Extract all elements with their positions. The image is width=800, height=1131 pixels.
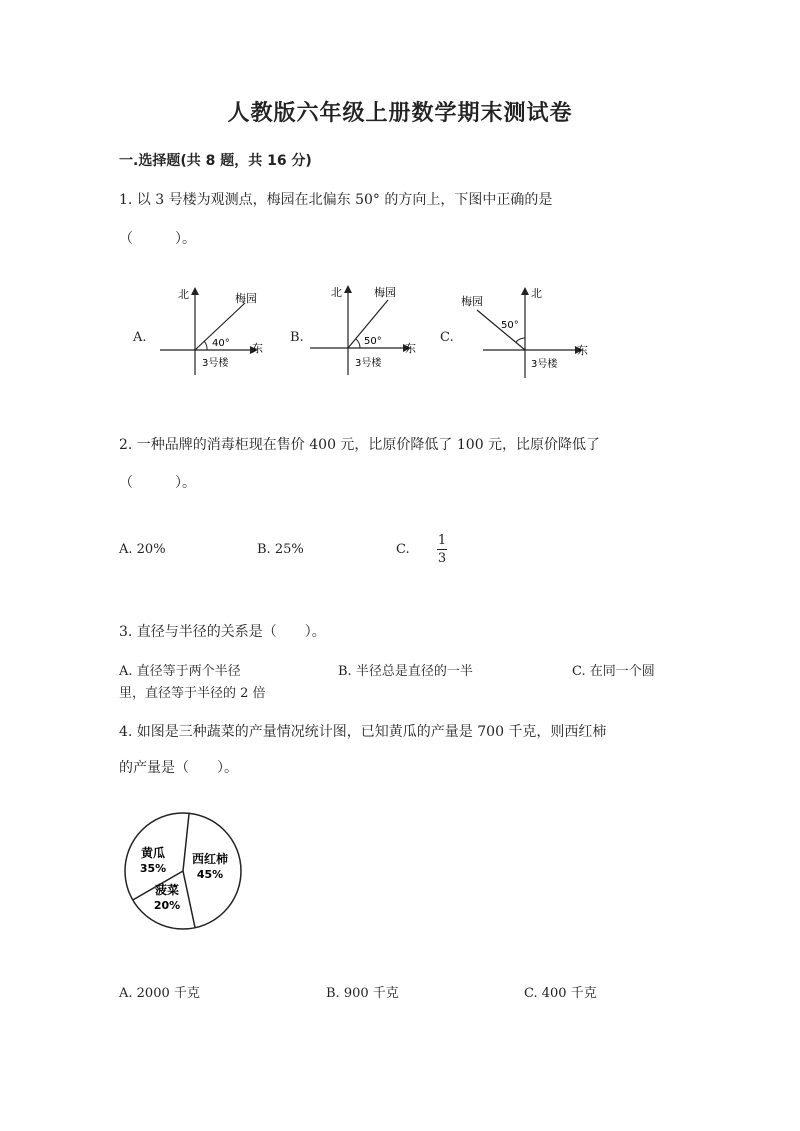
fraction-numerator: 1 [437,533,447,548]
q2-text-line2: （ ）。 [119,475,196,491]
q3-option-b: B. 半径总是直径的一半 [338,664,473,679]
origin-label: 3号楼 [531,359,558,370]
angle-arc [204,341,207,350]
pie-chart [120,808,246,934]
q2-text-line1: 2. 一种品牌的消毒柜现在售价 400 元，比原价降低了 100 元，比原价降低了 [119,437,601,453]
pie-slice-value: 20% [153,899,181,912]
q4-option-b: B. 900 千克 [326,986,399,1001]
pie-slice-label: 菠菜 [154,883,180,897]
q2-option-b: B. 25% [257,542,304,557]
q4-option-c: C. 400 千克 [524,986,597,1001]
q1-option-b-letter: B. [290,330,304,345]
q3-option-a: A. 直径等于两个半径 [119,664,241,679]
q1-figure-b [305,280,425,380]
q1-option-c-letter: C. [440,330,454,345]
q4-text-line2: 的产量是（ ）。 [119,760,238,776]
north-arrow [344,285,352,293]
angle-arc [356,339,360,348]
north-label: 北 [531,287,542,300]
q4-option-a: A. 2000 千克 [119,986,200,1001]
q4-text-line1: 4. 如图是三种蔬菜的产量情况统计图，已知黄瓜的产量是 700 千克，则西红柿 [119,724,607,740]
q2-option-a: A. 20% [119,542,166,557]
pie-slice-value: 45% [196,868,224,881]
q3-text-line1: 3. 直径与半径的关系是（ ）。 [119,624,326,640]
origin-label: 3号楼 [202,358,229,369]
angle-label: 40° [212,338,230,349]
north-label: 北 [178,288,189,301]
north-label: 北 [331,286,342,299]
east-label: 东 [252,342,263,355]
angle-label: 50° [501,320,519,331]
q1-figure-c [455,280,595,380]
q1-text-line2: （ ）。 [119,231,196,247]
q1-option-a-letter: A. [133,330,147,345]
pie-slice-label: 西红柿 [191,852,229,866]
q3-option-c-continuation: 里，直径等于半径的 2 倍 [119,686,266,701]
fraction-bar [437,549,447,550]
q1-figure-a [150,280,280,380]
q2-option-c-fraction [434,533,450,566]
q2-option-c: C. [396,542,410,557]
target-label: 梅园 [235,292,257,305]
q3-option-c: C. 在同一个圆 [572,664,655,679]
east-label: 东 [405,342,416,355]
target-label: 梅园 [461,295,483,308]
target-label: 梅园 [374,286,396,299]
angle-arc [516,338,525,342]
origin-label: 3号楼 [355,358,382,369]
page-title: 人教版六年级上册数学期末测试卷 [227,101,573,126]
north-arrow [191,287,199,295]
pie-slice-value: 35% [139,862,167,875]
north-arrow [521,287,529,295]
section-heading: 一.选择题(共 8 题，共 16 分) [119,153,312,169]
east-label: 东 [577,344,588,357]
q1-text-line1: 1. 以 3 号楼为观测点，梅园在北偏东 50° 的方向上，下图中正确的是 [119,192,553,208]
fraction-denominator: 3 [437,551,447,566]
pie-slice-label: 黄瓜 [140,846,166,860]
angle-label: 50° [364,336,382,347]
